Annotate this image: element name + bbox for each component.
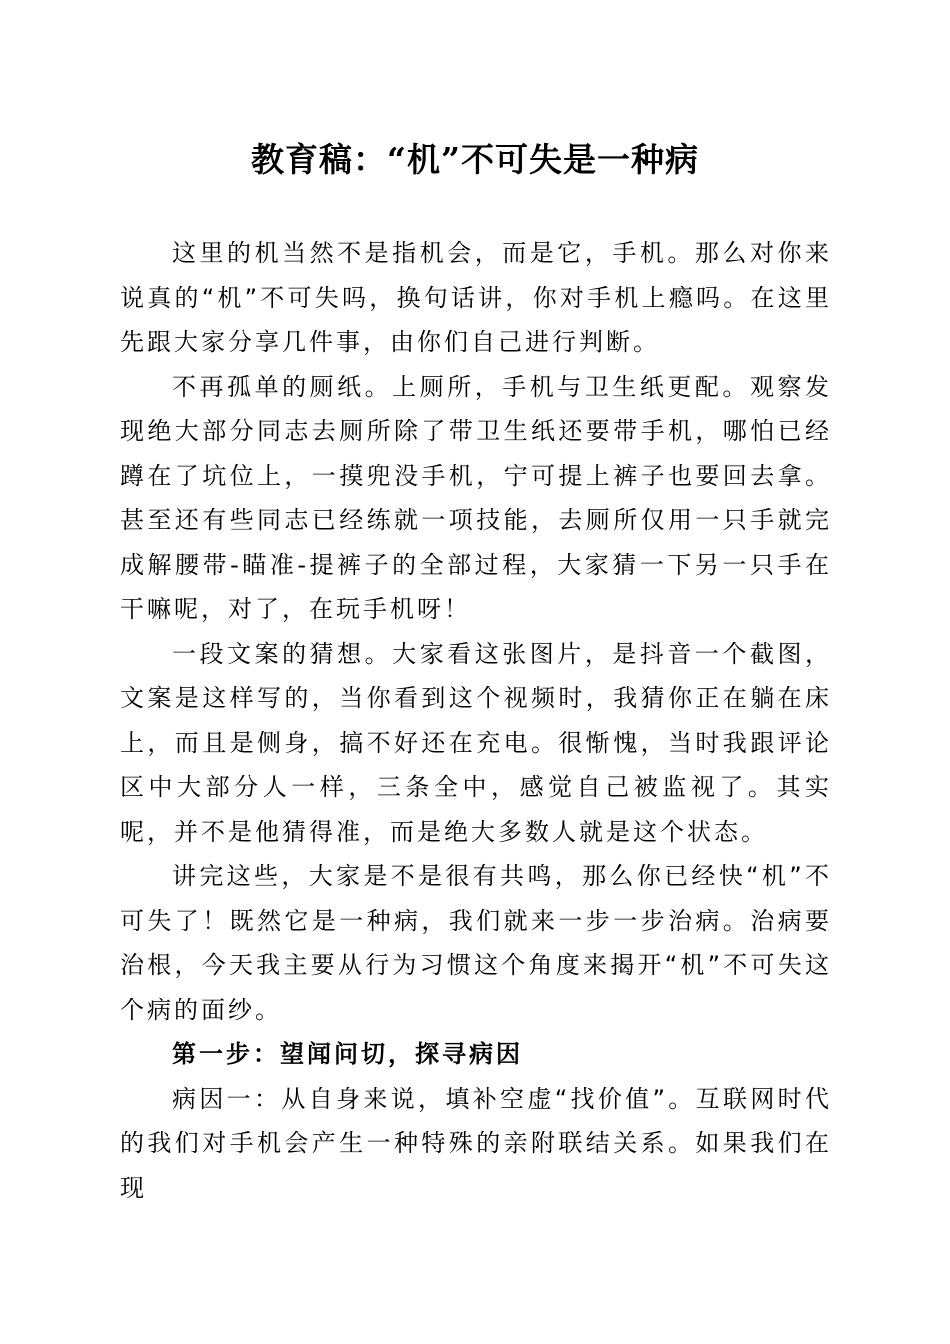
paragraph-cause-one: 病因一：从自身来说，填补空虚“找价值”。互联网时代的我们对手机会产生一种特殊的亲附联结关系。如果我们在现 [120, 1084, 832, 1202]
paragraph-resonance: 讲完这些，大家是不是很有共鸣，那么你已经快“机”不可失了！既然它是一种病，我们就来一步一步治病。治病要治根，今天我主要从行为习惯这个角度来揭开“机”不可失这个病的面纱。 [120, 862, 832, 1024]
paragraph-intro: 这里的机当然不是指机会，而是它，手机。那么对你来说真的“机”不可失吗，换句话讲，你对手机上瘾吗。在这里先跟大家分享几件事，由你们自己进行判断。 [120, 239, 832, 356]
section-heading: 第一步：望闻问切，探寻病因 [172, 1040, 523, 1068]
document-body [120, 231, 832, 1210]
paragraph-toilet-paper: 不再孤单的厕纸。上厕所，手机与卫生纸更配。观察发现绝大部分同志去厕所除了带卫生纸还要带手机，哪怕已经蹲在了坑位上，一摸兜没手机，宁可提上裤子也要回去拿。甚至还有些同志已经练就一项技能，去厕所仅用一只手就完成解腰带-瞄准-提裤子的全部过程，大家猜一下另一只手在干嘛呢，对了，在玩手机呀！ [120, 372, 832, 623]
document-title: 教育稿：“机”不可失是一种病 [251, 140, 699, 179]
paragraph-copywriting-guess: 一段文案的猜想。大家看这张图片，是抖音一个截图，文案是这样写的，当你看到这个视频时，我猜你正在躺在床上，而且是侧身，搞不好还在充电。很惭愧，当时我跟评论区中大部分人一样，三条全中，感觉自己被监视了。其实呢，并不是他猜得准，而是绝大多数人就是这个状态。 [120, 639, 832, 846]
